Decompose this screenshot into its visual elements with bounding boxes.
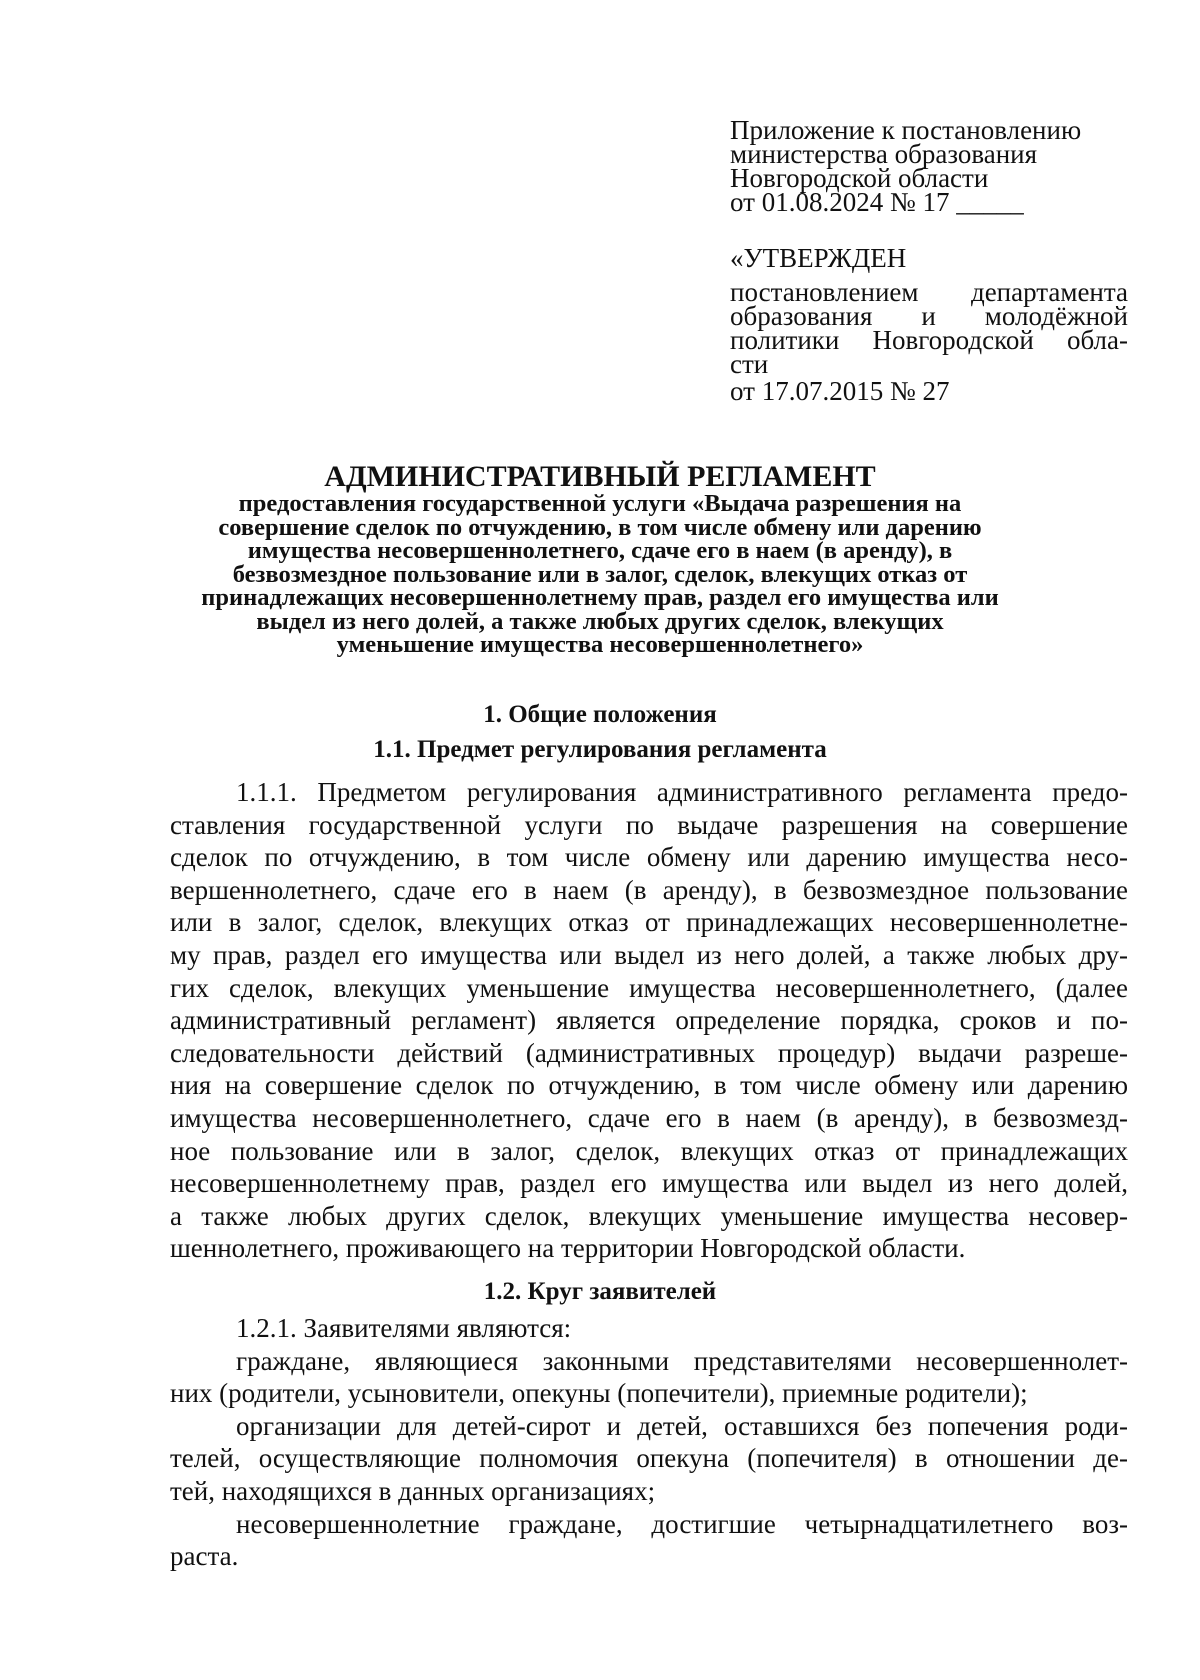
approved-line: политики Новгородской обла-	[730, 325, 1128, 355]
text-line: 1.1.1. Предметом регулирования административного регламента предо-	[236, 777, 1128, 807]
text-line: организации для детей-сирот и детей, оставшихся без попечения роди-	[236, 1410, 1128, 1441]
text-line: имущества несовершеннолетнего, сдаче его в наем (в аренду), в безвозмезд-	[170, 1102, 1128, 1133]
approved-line: постановлением департамента	[730, 277, 1128, 307]
text-line: тей, находящихся в данных организациях;	[170, 1475, 656, 1506]
document-subtitle	[170, 492, 1030, 657]
approved-block	[730, 277, 1128, 406]
appendix-line: министерства образования	[730, 139, 1038, 169]
approved-line: сти	[730, 349, 769, 379]
text-line: ное пользование или в залог, сделок, влекущих отказ от принадлежащих	[170, 1135, 1128, 1166]
text-line: сделок по отчуждению, в том числе обмену или дарению имущества несо-	[170, 842, 1128, 873]
subtitle-line: совершение сделок по отчуждению, в том числе обмену или дарению	[218, 513, 982, 541]
paragraph-1-2-1	[170, 1312, 1128, 1573]
subtitle-line: уменьшение имущества несовершеннолетнего»	[336, 631, 864, 658]
text-line: а также любых других сделок, влекущих уменьшение имущества несовер-	[170, 1200, 1128, 1231]
approved-line: образования и молодёжной	[730, 301, 1128, 331]
text-line: раста.	[170, 1541, 239, 1572]
subtitle-line: принадлежащих несовершеннолетнему прав, раздел его имущества или	[201, 584, 999, 611]
paragraph-1-1-1	[170, 776, 1128, 1265]
text-line: административный регламент) является определение порядка, сроков и по-	[170, 1005, 1128, 1036]
text-line: телей, осуществляющие полномочия опекуна (попечителя) в отношении де-	[170, 1443, 1128, 1474]
appendix-block	[730, 115, 1130, 217]
subsection-heading: 1.1. Предмет регулирования регламента	[373, 736, 827, 763]
text-line: них (родители, усыновители, опекуны (попечители), приемные родители);	[170, 1378, 1028, 1409]
approved-line: от 17.07.2015 № 27	[730, 376, 950, 406]
text-line: следовательности действий (административных процедур) выдачи разреше-	[170, 1037, 1128, 1068]
appendix-line: Новгородской области	[730, 163, 989, 193]
text-line: ставления государственной услуги по выдаче разрешения на совершение	[170, 809, 1128, 840]
subtitle-line: выдел из него долей, а также любых других сделок, влекущих	[256, 607, 944, 635]
text-line: вершеннолетнего, сдаче его в наем (в аренду), в безвозмездное пользование	[170, 874, 1128, 905]
approved-heading: «УТВЕРЖДЕН	[730, 243, 907, 273]
text-line: граждане, являющиеся законными представителями несовершеннолет-	[236, 1345, 1128, 1376]
text-line: несовершеннолетние граждане, достигшие четырнадцатилетнего воз-	[236, 1508, 1128, 1539]
subtitle-line: предоставления государственной услуги «Выдача разрешения на	[238, 490, 962, 517]
text-line: 1.2.1. Заявителями являются:	[236, 1313, 572, 1343]
appendix-line: Приложение к постановлению	[730, 115, 1082, 145]
section-heading: 1. Общие положения	[483, 701, 717, 728]
text-line: несовершеннолетнему прав, раздел его имущества или выдел из него долей,	[170, 1168, 1128, 1199]
text-line: или в залог, сделок, влекущих отказ от принадлежащих несовершеннолетне-	[170, 907, 1128, 938]
text-line: гих сделок, влекущих уменьшение имущества несовершеннолетнего, (далее	[170, 972, 1128, 1003]
subtitle-line: безвозмездное пользование или в залог, сделок, влекущих отказ от	[232, 560, 968, 588]
text-line: шеннолетнего, проживающего на территории Новгородской области.	[170, 1233, 966, 1264]
subtitle-line: имущества несовершеннолетнего, сдаче его в наем (в аренду), в	[247, 537, 953, 564]
document-title: АДМИНИСТРАТИВНЫЙ РЕГЛАМЕНТ	[324, 460, 876, 493]
text-line: му прав, раздел его имущества или выдел из него долей, а также любых дру-	[170, 939, 1128, 970]
text-line: ния на совершение сделок по отчуждению, в том числе обмену или дарению	[170, 1070, 1128, 1101]
subsection-heading: 1.2. Круг заявителей	[483, 1278, 717, 1305]
appendix-line: от 01.08.2024 № 17 _____	[730, 187, 1024, 217]
